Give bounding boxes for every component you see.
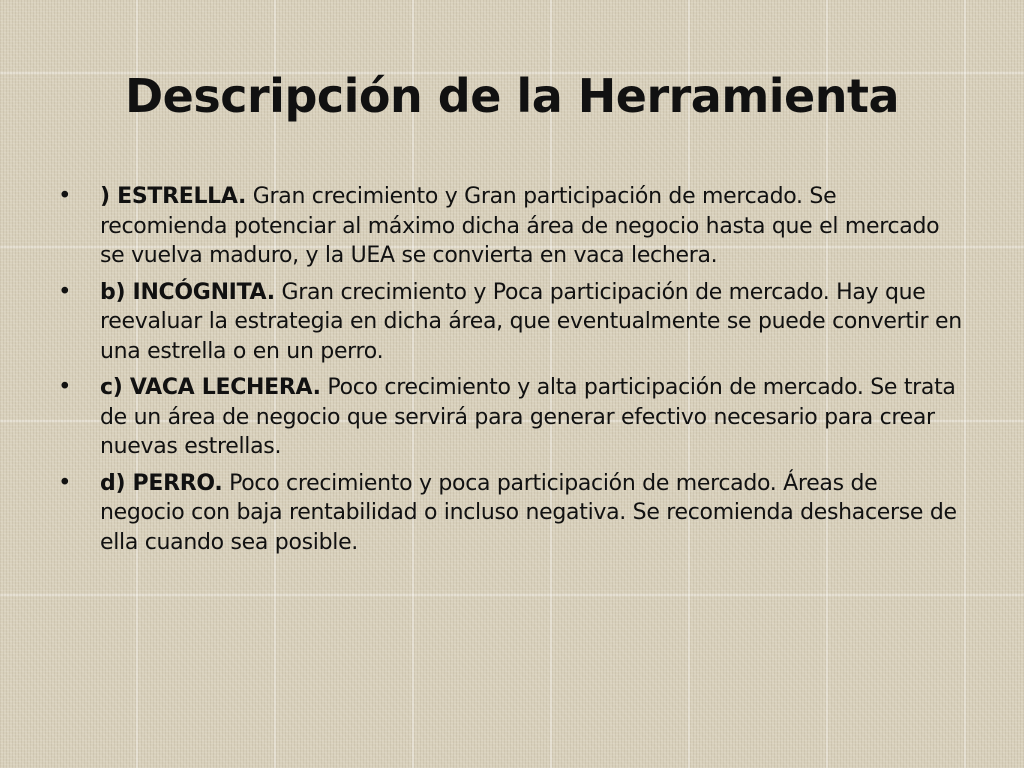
bullet-icon: •	[58, 278, 72, 305]
bullet-body: Gran crecimiento y Poca participación de mercado. Hay que reevaluar la estrategia en dicha área, que eventualmente se puede convertir en una estrella o en un perro.	[100, 279, 962, 364]
bullet-text	[100, 278, 968, 367]
bullet-icon: •	[58, 374, 72, 400]
bullet-item-incognita	[58, 278, 968, 367]
bullet-lead: ) ESTRELLA.	[100, 184, 247, 209]
bullet-lead: b) INCÓGNITA.	[100, 279, 275, 305]
bullet-list	[58, 182, 968, 564]
bullet-text	[100, 469, 968, 558]
slide-title: Descripción de la Herramienta	[124, 69, 900, 123]
bullet-item-estrella	[58, 182, 968, 271]
bullet-body: Gran crecimiento y Gran participación de mercado. Se recomienda potenciar al máximo dicha área de negocio hasta que el mercado se vuelva maduro, y la UEA se convierta en vaca lechera.	[100, 184, 940, 268]
bullet-item-perro	[58, 469, 968, 558]
bullet-lead: c) VACA LECHERA.	[100, 375, 321, 400]
bullet-icon: •	[58, 469, 72, 496]
bullet-item-vaca-lechera	[58, 373, 968, 462]
bullet-body: Poco crecimiento y alta participación de mercado. Se trata de un área de negocio que servirá para generar efectivo necesario para crear nuevas estrellas.	[100, 375, 956, 459]
bullet-icon: •	[58, 183, 72, 209]
bullet-text	[100, 182, 968, 271]
bullet-lead: d) PERRO.	[100, 470, 223, 496]
bullet-text	[100, 373, 968, 462]
bullet-body: Poco crecimiento y poca participación de mercado. Áreas de negocio con baja rentabilidad o incluso negativa. Se recomienda deshacerse de ella cuando sea posible.	[100, 470, 957, 555]
